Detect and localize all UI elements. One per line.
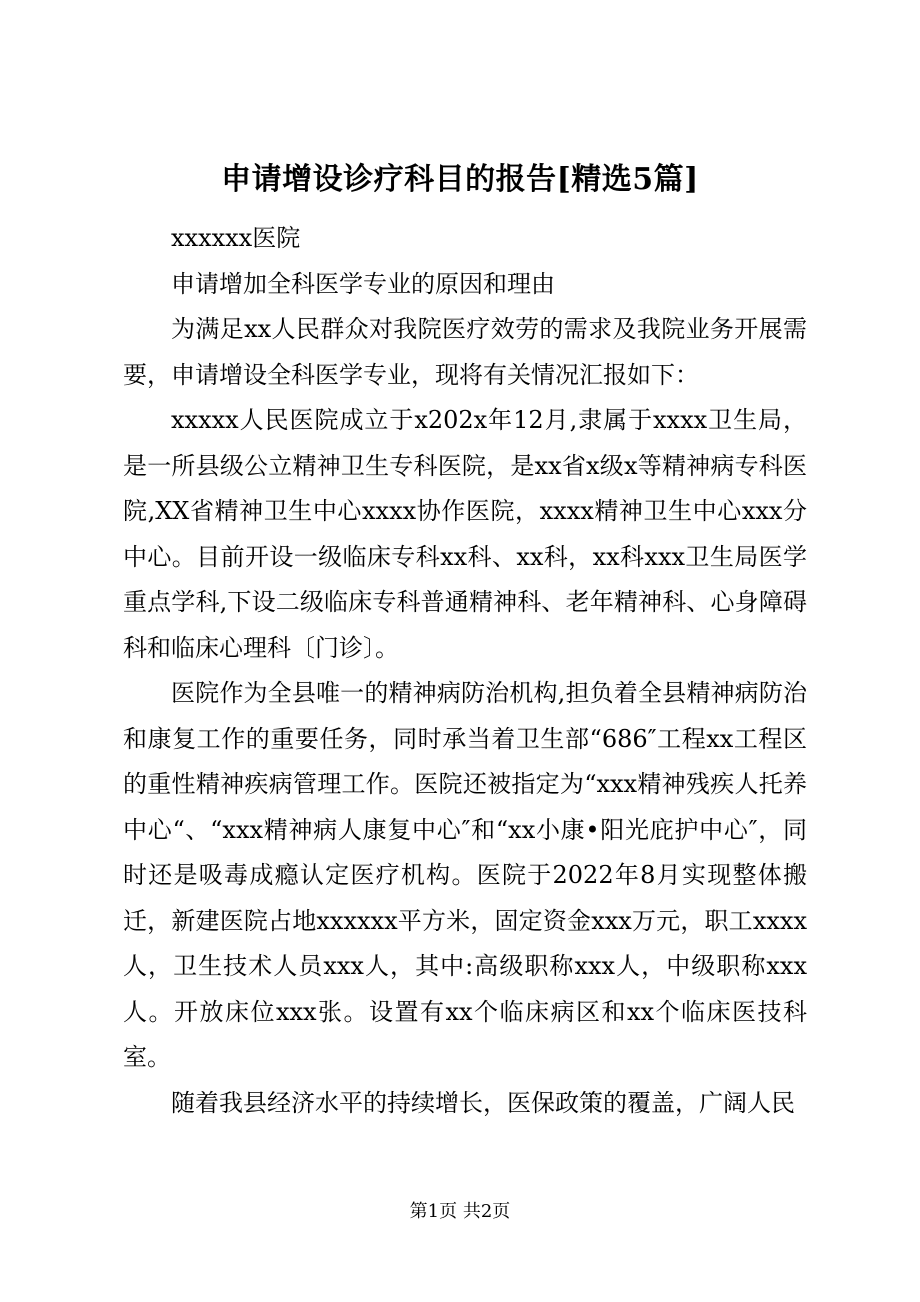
paragraph-hospital-name: xxxxxx医院 — [171, 224, 301, 252]
page-number-footer: 第1页 共2页 — [409, 1201, 511, 1222]
paragraph-intro: 为满足xx人民群众对我院医疗效劳的需求及我院业务开展需要，申请增设全科医学专业，现将有关情况汇报如下： — [123, 315, 807, 389]
paragraph-hospital-overview: xxxxx人民医院成立于x202x年12月,隶属于xxxx卫生局，是一所县级公立精神卫生专科医院，是xx省x级x等精神病专科医院,XX省精神卫生中心xxxx协作医院，xxxx精神卫生中心xxx分中心。目前开设一级临床专科xx科、xx科，xx科xxx卫生局医学重点学科,下设二级临床专科普通精神科、老年精神科、心身障碍科和临床心理科〔门诊〕。 — [123, 406, 807, 662]
paragraph-hospital-duties: 医院作为全县唯一的精神病防治机构,担负着全县精神病防治和康复工作的重要任务，同时承当着卫生部“686″工程xx工程区的重性精神疾病管理工作。医院还被指定为“xxx精神残疾人托养中心“、“xxx精神病人康复中心″和“xx小康•阳光庇护中心″，同时还是吸毒成瘾认定医疗机构。医院于2022年8月实现整体搬迁，新建医院占地xxxxxx平方米，固定资金xxx万元，职工xxxx人，卫生技术人员xxx人，其中:高级职称xxx人，中级职称xxx人。开放床位xxx张。设置有xx个临床病区和xx个临床医技科室。 — [123, 679, 807, 1071]
paragraph-continuation: 随着我县经济水平的持续增长，医保政策的覆盖，广阔人民 — [171, 1088, 795, 1117]
paragraph-heading: 申请增加全科医学专业的原因和理由 — [171, 269, 555, 298]
document-title: 申请增设诊疗科目的报告[精选5篇] — [221, 162, 699, 197]
document-body — [123, 216, 807, 1126]
